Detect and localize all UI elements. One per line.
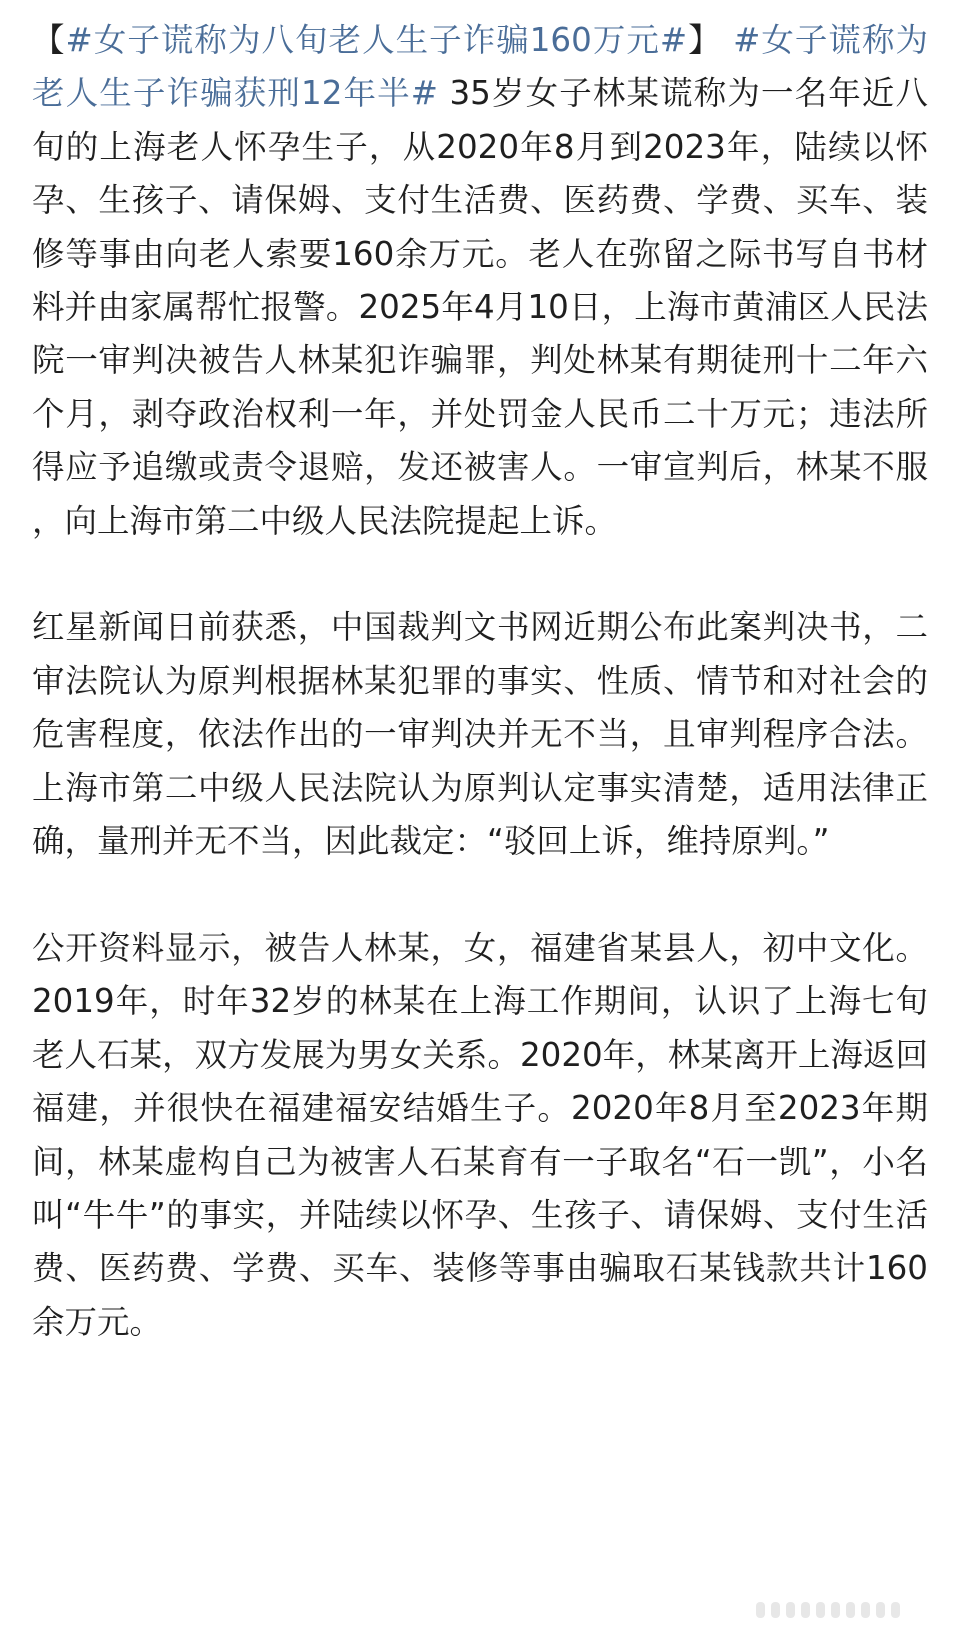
paragraph-gap <box>32 548 928 601</box>
topic-link-2[interactable]: #女子谎称为老人生子诈骗获刑12年半# <box>32 21 928 113</box>
bracket-close: 】 <box>687 21 722 59</box>
topic-link-1[interactable]: #女子谎称为八旬老人生子诈骗160万元# <box>65 21 688 59</box>
bracket-open: 【 <box>32 21 66 59</box>
paragraph-3: 公开资料显示，被告人林某，女，福建省某县人，初中文化。2019年，时年32岁的林某在上海工作期间，认识了上海七旬老人石某，双方发展为男女关系。2020年，林某离开上海返回福建，并很快在福建福安结婚生子。2020年8月至2023年期间，林某虚构自己为被害人石某育有一子取名“石一凯”，小名叫“牛牛”的事实，并陆续以怀孕、生孩子、请保姆、支付生活费、医药费、学费、买车、装修等事由骗取石某钱款共计160余万元。 <box>32 928 928 1341</box>
paragraph-1-text: 35岁女子林某谎称为一名年近八旬的上海老人怀孕生子，从2020年8月到2023年，陆续以怀孕、生孩子、请保姆、支付生活费、医药费、学费、买车、装修等事由向老人索要160余万元。老人在弥留之际书写自书材料并由家属帮忙报警。2025年4月10日，上海市黄浦区人民法院一审判决被告人林某犯诈骗罪，判处林某有期徒刑十二年六个月，剥夺政治权利一年，并处罚金人民币二十万元；违法所得应予追缴或责令退赔，发还被害人。一审宣判后，林某不服，向上海市第二中级人民法院提起上诉。 <box>32 74 929 540</box>
paragraph-1 <box>32 14 928 548</box>
post-body <box>32 14 928 1349</box>
paragraph-gap <box>32 868 928 921</box>
watermark-logo <box>756 1602 900 1618</box>
paragraph-2: 红星新闻日前获悉，中国裁判文书网近期公布此案判决书，二审法院认为原判根据林某犯罪的事实、性质、情节和对社会的危害程度，依法作出的一审判决并无不当，且审判程序合法。上海市第二中级人民法院认为原判认定事实清楚，适用法律正确，量刑并无不当，因此裁定：“驳回上诉，维持原判。” <box>32 608 928 861</box>
